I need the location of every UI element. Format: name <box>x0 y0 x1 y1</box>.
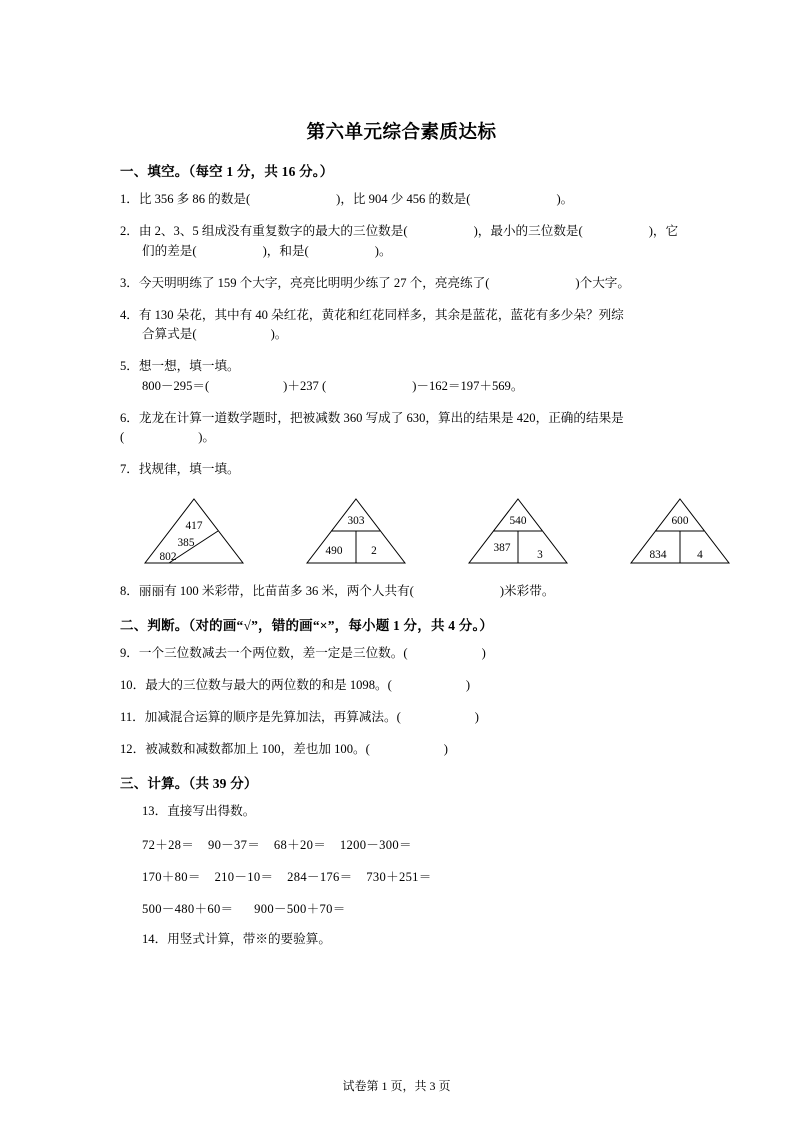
triangle-3-value-top: 540 <box>509 514 527 527</box>
question-10-text-a: 10．最大的三位数与最大的两位数的和是 1098。( <box>120 677 392 692</box>
question-12-text-a: 12．被减数和减数都加上 100，差也加 100。( <box>120 741 370 756</box>
page-footer: 试卷第 1 页，共 3 页 <box>342 1079 451 1093</box>
triangle-3-value-left: 387 <box>493 541 511 554</box>
triangle-1-value-mid: 385 <box>177 536 195 549</box>
question-8-text-a: 8．丽丽有 100 米彩带，比苗苗多 36 米，两个人共有( <box>120 583 414 598</box>
question-5-text: 5．想一想，填一填。 <box>120 359 240 374</box>
triangle-puzzle-row <box>142 496 703 566</box>
question-1-text-a: 1．比 356 多 86 的数是( <box>120 192 251 206</box>
triangle-4-value-right: 4 <box>697 548 703 561</box>
question-5-text-a: 800－295＝( <box>142 378 210 393</box>
question-9-text-b: ) <box>481 645 486 660</box>
triangle-4-value-left: 834 <box>649 548 667 561</box>
triangle-4 <box>628 496 732 566</box>
calc-row-2[interactable]: 170＋80＝ 210－10＝ 284－176＝ 730＋251＝ <box>142 869 432 884</box>
question-13-text: 13．直接写出得数。 <box>142 803 256 818</box>
question-4 <box>120 306 683 345</box>
triangle-3 <box>466 496 570 566</box>
question-2-text-e: )，和是( <box>262 243 309 258</box>
triangle-3-value-right: 3 <box>537 548 543 561</box>
question-10 <box>120 676 683 696</box>
triangle-1-value-bottom: 802 <box>159 550 177 563</box>
triangle-1-value-top: 417 <box>185 519 203 532</box>
question-6-line2 <box>120 428 683 448</box>
question-7-text: 7．找规律，填一填。 <box>120 462 240 477</box>
question-2-text-f: )。 <box>374 243 392 258</box>
question-1 <box>120 190 683 210</box>
question-13 <box>120 802 683 822</box>
question-14-text: 14．用竖式计算，带※的要验算。 <box>142 931 331 946</box>
calc-row-1[interactable]: 72＋28＝ 90－37＝ 68＋20＝ 1200－300＝ <box>142 837 412 852</box>
question-8-text-b: )米彩带。 <box>499 583 555 598</box>
question-6-text-c: )。 <box>198 430 215 445</box>
question-10-text-b: ) <box>465 677 471 692</box>
triangle-2-value-top: 303 <box>347 514 365 527</box>
question-6 <box>120 409 683 448</box>
question-2-text-b: )，最小的三位数是( <box>473 224 583 239</box>
triangle-2-value-right: 2 <box>371 544 377 557</box>
question-8 <box>120 582 683 602</box>
question-11 <box>120 708 683 728</box>
question-7 <box>120 460 683 480</box>
question-2 <box>120 222 683 261</box>
question-9 <box>120 644 683 664</box>
question-5 <box>120 357 683 396</box>
triangle-4-value-top: 600 <box>671 514 689 527</box>
section-heading-true-false: 二、判断。（对的画“√”，错的画“×”，每小题 1 分，共 4 分。） <box>120 617 494 633</box>
section-heading-fill-in: 一、填空。（每空 1 分，共 16 分。） <box>120 164 334 179</box>
question-4-text-c: )。 <box>270 327 288 342</box>
question-5-expression <box>142 377 683 397</box>
question-9-text-a: 9．一个三位数减去一个两位数，差一定是三位数。( <box>120 645 408 660</box>
question-2-text-d: 们的差是( <box>142 243 197 258</box>
triangle-2-shape <box>304 496 408 566</box>
question-2-text-c: )，它 <box>648 224 679 239</box>
triangle-1 <box>142 496 246 566</box>
question-12 <box>120 740 683 760</box>
calc-row-3[interactable]: 500－480＋60＝ 900－500＋70＝ <box>142 901 346 916</box>
question-5-text-b: )＋237 ( <box>283 378 327 393</box>
question-11-text-b: ) <box>474 709 479 724</box>
question-3 <box>120 274 683 294</box>
triangle-2-value-left: 490 <box>325 544 343 557</box>
triangle-4-shape <box>628 496 732 566</box>
question-2-line2 <box>142 242 683 262</box>
question-5-text-c: )－162＝197＋569。 <box>412 378 524 393</box>
question-4-text-a: 4．有 130 朵花，其中有 40 朵红花，黄花和红花同样多，其余是蓝花，蓝花有多少朵？列综 <box>120 307 624 322</box>
page-title: 第六单元综合素质达标 <box>306 123 497 143</box>
question-1-text-c: )。 <box>556 192 574 206</box>
question-1-text-b: )，比 904 少 456 的数是( <box>336 192 471 206</box>
question-2-text-a: 2．由 2、3、5 组成没有重复数字的最大的三位数是( <box>120 224 408 239</box>
question-3-text-a: 3．今天明明练了 159 个大字，亮亮比明明少练了 27 个，亮亮练了( <box>120 275 490 290</box>
question-14 <box>120 930 683 950</box>
section-heading-calculation: 三、计算。（共 39 分） <box>120 775 258 791</box>
question-11-text-a: 11．加减混合运算的顺序是先算加法，再算减法。( <box>120 709 401 724</box>
triangle-2 <box>304 496 408 566</box>
question-6-text-a: 6．龙龙在计算一道数学题时，把被减数 360 写成了 630，算出的结果是 420，正确的结果是 <box>120 410 624 425</box>
question-3-text-b: )个大字。 <box>575 275 630 290</box>
question-4-text-b: 合算式是( <box>142 327 197 342</box>
question-6-text-b: ( <box>120 430 125 445</box>
triangle-3-shape <box>466 496 570 566</box>
question-12-text-b: ) <box>443 741 448 756</box>
question-4-line2 <box>142 325 683 345</box>
